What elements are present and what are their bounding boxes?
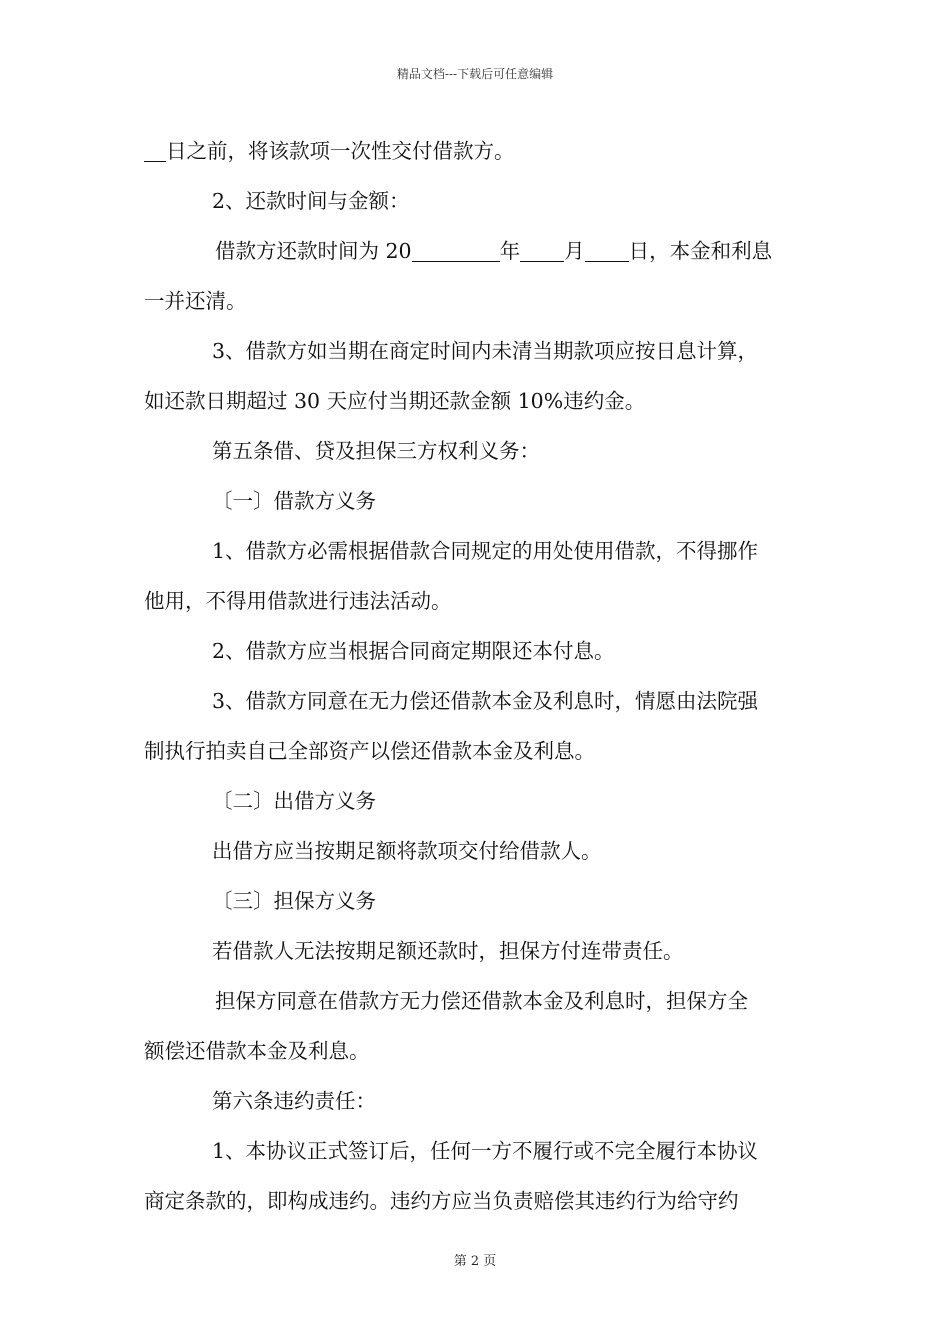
blank-underline-day — [585, 239, 629, 262]
document-body — [144, 126, 810, 1226]
page-header: 精品文档---下载后可任意编辑 — [396, 67, 554, 81]
paragraph-line: 借款方还款时间为 20 年 月 日，本金和利息 — [215, 239, 773, 263]
paragraph-line: 1、借款方必需根据借款合同规定的用处使用借款，不得挪作 — [212, 539, 759, 563]
paragraph-line: 2、还款时间与金额： — [212, 189, 410, 213]
paragraph-line: 2、借款方应当根据合同商定期限还本付息。 — [212, 639, 615, 663]
subsection-heading: 〔二〕出借方义务 — [212, 789, 376, 813]
subsection-heading: 〔三〕担保方义务 — [212, 889, 376, 913]
blank-underline — [144, 139, 166, 162]
blank-underline-year — [412, 239, 500, 262]
paragraph-line: 3、借款方同意在无力偿还借款本金及利息时，情愿由法院强 — [212, 689, 759, 713]
page-suffix: 页 — [483, 1254, 497, 1269]
section-heading: 第六条违约责任： — [212, 1089, 376, 1113]
paragraph-line: 制执行拍卖自己全部资产以偿还借款本金及利息。 — [144, 739, 595, 763]
page-footer — [0, 1254, 950, 1270]
paragraph-line: 担保方同意在借款方无力偿还借款本金及利息时，担保方全 — [215, 989, 748, 1013]
paragraph-line: 一并还清。 — [144, 289, 247, 313]
subsection-heading: 〔一〕借款方义务 — [212, 489, 376, 513]
paragraph-line: 日之前，将该款项一次性交付借款方。 — [144, 126, 810, 176]
paragraph-line: 若借款人无法按期足额还款时，担保方付连带责任。 — [212, 939, 684, 963]
page-number: 2 — [470, 1254, 480, 1269]
paragraph-line: 出借方应当按期足额将款项交付给借款人。 — [212, 839, 602, 863]
blank-underline-month — [520, 239, 564, 262]
paragraph-line: 1、本协议正式签订后，任何一方不履行或不完全履行本协议 — [212, 1139, 759, 1163]
section-heading: 第五条借、贷及担保三方权利义务： — [212, 439, 540, 463]
paragraph-line: 如还款日期超过 30 天应付当期还款金额 10%违约金。 — [144, 389, 646, 413]
paragraph-line: 他用，不得用借款进行违法活动。 — [144, 589, 452, 613]
paragraph-line: 3、借款方如当期在商定时间内未清当期款项应按日息计算， — [212, 339, 759, 363]
paragraph-line: 额偿还借款本金及利息。 — [144, 1039, 370, 1063]
page-prefix: 第 — [453, 1254, 467, 1269]
paragraph-line: 商定条款的，即构成违约。违约方应当负责赔偿其违约行为给守约 — [144, 1189, 739, 1213]
